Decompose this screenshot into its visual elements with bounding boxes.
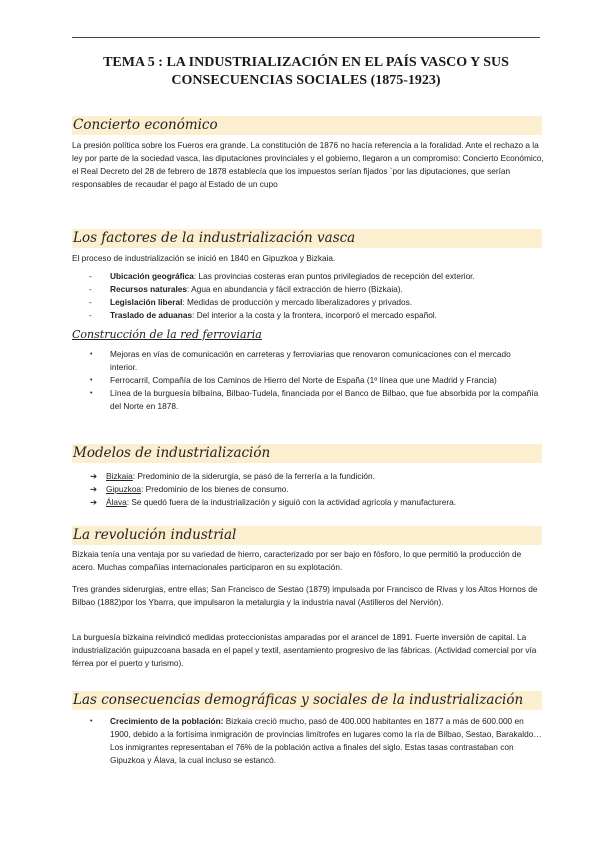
item-label: Ubicación geográfica: [110, 271, 194, 281]
item-label: Crecimiento de la población:: [110, 716, 224, 726]
section-heading-modelos: Modelos de industrialización: [72, 444, 542, 463]
modelos-list: [72, 470, 544, 509]
dash-marker: -: [89, 271, 92, 281]
section-heading-factores: Los factores de la industrialización vasca: [72, 229, 542, 248]
bullet-marker: •: [90, 351, 93, 358]
item-label: Legislación liberal: [110, 297, 183, 307]
title-line-2: CONSECUENCIAS SOCIALES (1875-1923): [171, 73, 441, 88]
section-heading-revolucion: La revolución industrial: [72, 526, 542, 545]
item-label: Bizkaia: [106, 471, 133, 481]
revolucion-paragraph-1: Bizkaia tenía una ventaja por su variedad de hierro, caracterizado por ser bajo en fósforo, lo que permitió la producción de acero. Muchas compañías internacionales participaron en su explotación.: [72, 549, 522, 572]
arrow-icon: ➔: [90, 471, 97, 481]
list-item: - Recursos naturales: Agua en abundancia y fácil extracción de hierro (Bizkaia).: [89, 284, 403, 294]
factores-list: [72, 270, 544, 322]
dash-marker: -: [89, 297, 92, 307]
list-item: - Ubicación geográfica: Las provincias costeras eran puntos privilegiados de recepción del exterior.: [89, 271, 475, 281]
list-item: ➔ Gipuzkoa: Predominio de los bienes de consumo.: [90, 484, 289, 494]
consecuencias-list: [72, 715, 546, 767]
dash-marker: -: [89, 310, 92, 320]
ferroviaria-list: [72, 348, 540, 413]
item-label: Recursos naturales: [110, 284, 188, 294]
section-heading-consecuencias: Las consecuencias demográficas y sociales de la industrialización: [72, 691, 542, 710]
revolucion-paragraph-3: La burguesía bizkaina reivindicó medidas proteccionistas amparadas por el arancel de 1891. Fuerte inversión de capital. La industrialización guipuzcoana basada en el papel y textil, asentamiento progresivo de las fábricas. (Actividad comercial por vía férrea por el puerto y turismo).: [72, 632, 537, 668]
bullet-marker: •: [90, 390, 93, 397]
list-item: - Traslado de aduanas: Del interior a la costa y la frontera, incorporó el mercado español.: [89, 310, 437, 320]
dash-marker: -: [89, 284, 92, 294]
factores-intro: El proceso de industrialización se inició en 1840 en Gipuzkoa y Bizkaia.: [72, 253, 336, 263]
arrow-icon: ➔: [90, 497, 97, 507]
list-item: ➔ Álava: Se quedó fuera de la industrialización y siguió con la actividad agrícola y manufacturera.: [90, 497, 457, 507]
top-rule: [72, 37, 540, 38]
revolucion-paragraph-2: Tres grandes siderurgias, entre ellas; San Francisco de Sestao (1879) impulsada por Francisco de Rivas y los Altos Hornos de Bilbao (1882)por los Ybarra, que impulsaron la metalurgia y la industria naval (Astilleros del Nervión).: [72, 584, 538, 607]
item-label: Álava: [106, 497, 127, 507]
subheading-red-ferroviaria: Construcción de la red ferroviaria: [72, 328, 262, 341]
bullet-marker: •: [90, 377, 93, 384]
list-item: ➔ Bizkaia: Predominio de la siderurgia, se pasó de la ferrería a la fundición.: [90, 471, 375, 481]
title-line-1: TEMA 5 : LA INDUSTRIALIZACIÓN EN EL PAÍS VASCO Y SUS: [103, 55, 509, 70]
section-heading-concierto: Concierto económico: [72, 116, 542, 135]
list-item: • Crecimiento de la población: Bizkaia creció mucho, pasó de 400.000 habitantes en 1877 a más de 600.000 en 1900, debido a la fortísima inmigración de provincias limítrofes en lugares como la ría de Bilbao, Sestao, Barakaldo… Los inmigrantes representaban el 76% de la población activa a finales del siglo. Estas tasas contrastaban con Gipuzkoa y Álava, la cual incluso se estancó.: [90, 716, 542, 765]
list-item: • Ferrocarril, Compañía de los Caminos de Hierro del Norte de España (1º línea que une Madrid y Francia): [90, 375, 497, 385]
page-title: [60, 54, 552, 90]
list-item: - Legislación liberal: Medidas de producción y mercado liberalizadores y privados.: [89, 297, 413, 307]
list-item: • Línea de la burguesía bilbaína, Bilbao-Tudela, financiada por el Banco de Bilbao, que fue absorbida por la compañía del Norte en 1878.: [90, 388, 539, 411]
list-item: • Mejoras en vías de comunicación en carreteras y ferroviarias que renovaron comunicaciones con el mercado interior.: [90, 349, 511, 372]
item-label: Traslado de aduanas: [110, 310, 193, 320]
item-label: Gipuzkoa: [106, 484, 142, 494]
arrow-icon: ➔: [90, 484, 97, 494]
concierto-paragraph: La presión política sobre los Fueros era grande. La constitución de 1876 no hacía referencia a la foralidad. Ante el rechazo a la ley por parte de la sociedad vasca, las diputaciones provinciales y el gobierno, llegaron a un compromiso: Concierto Económico, el Real Decreto del 28 de febrero de 1878 establecía que los impuestos serían fijados `por las diputaciones, que serían responsables de recaudar el pago al Estado de un cupo: [72, 140, 544, 189]
bullet-marker: •: [90, 718, 93, 725]
